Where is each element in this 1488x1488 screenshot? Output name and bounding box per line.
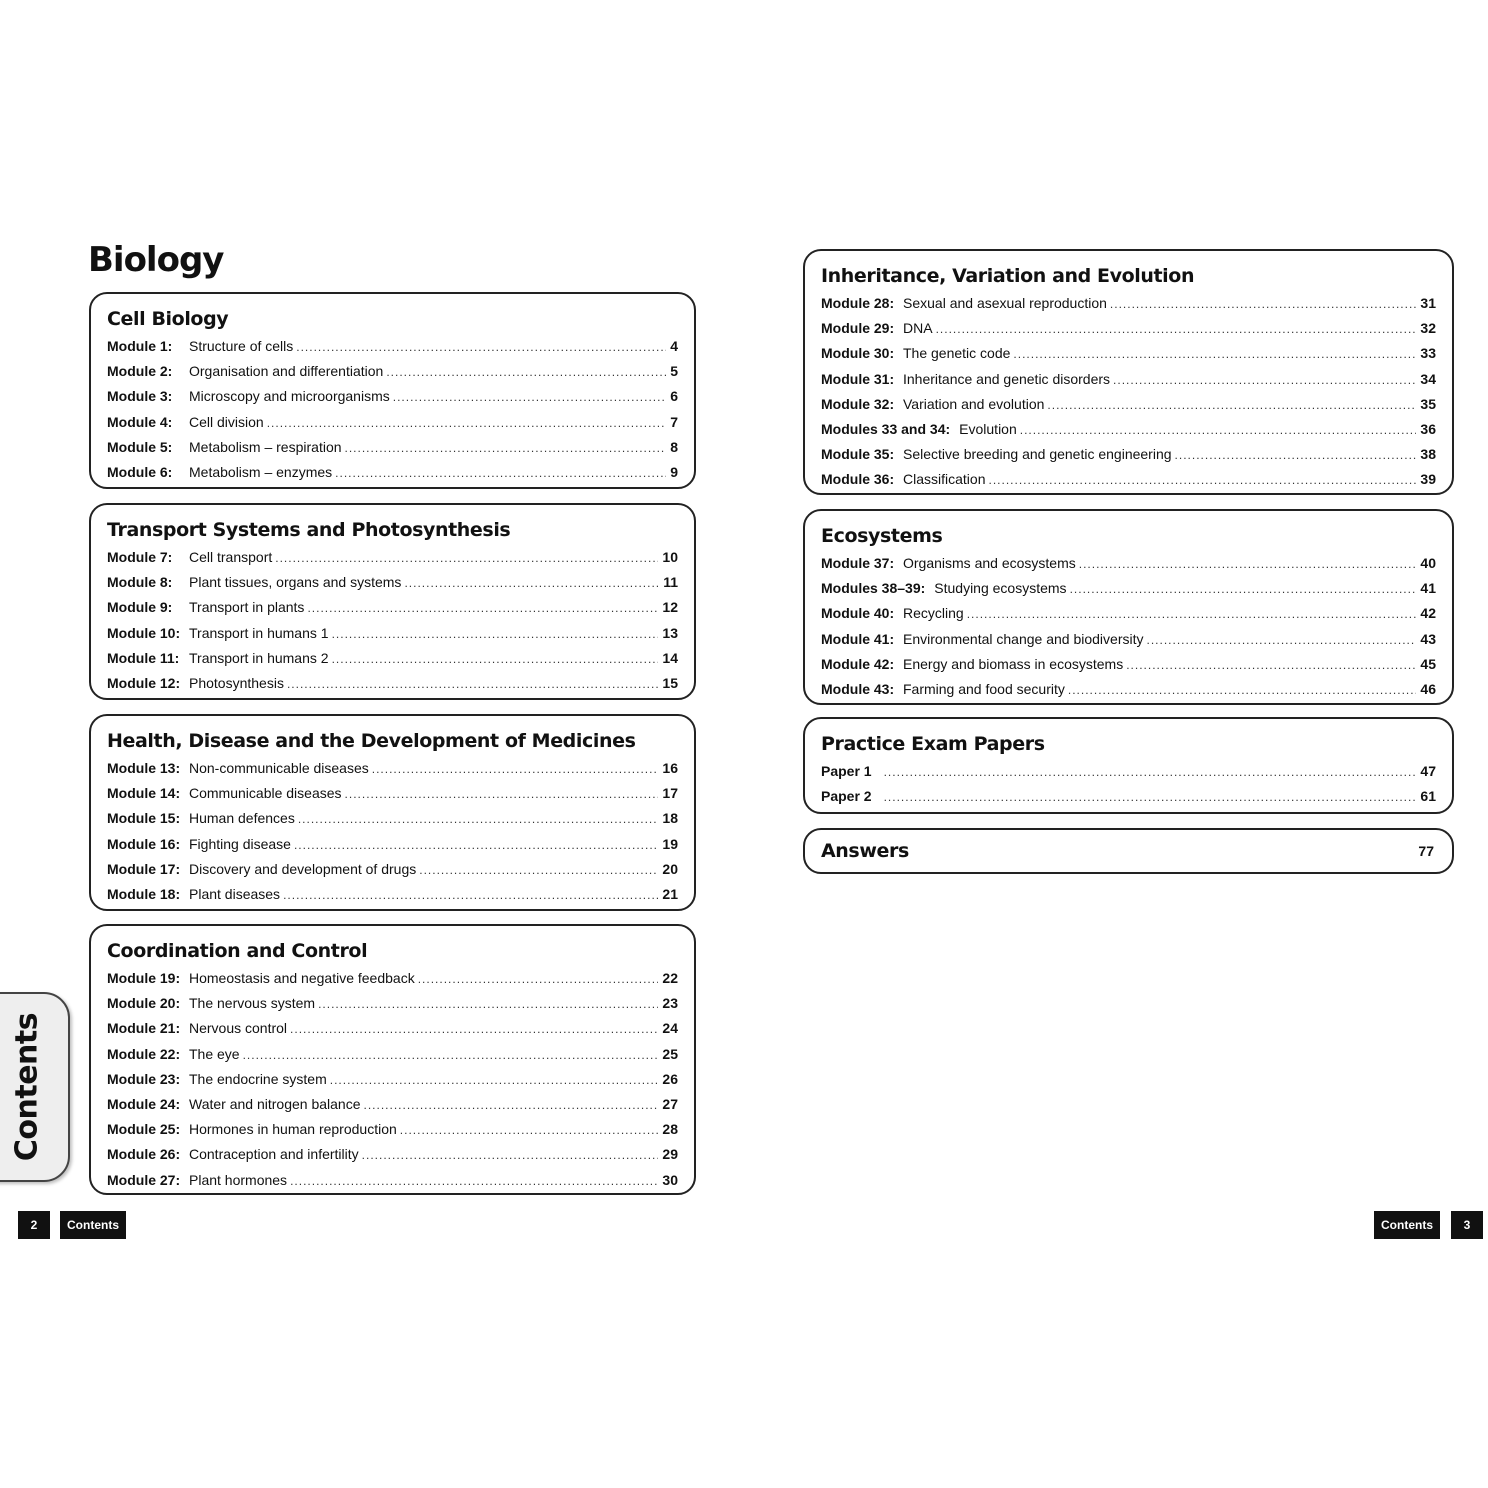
page-number: 32 (1420, 320, 1436, 337)
page-number: 25 (662, 1045, 678, 1062)
module-title: Homeostasis and negative feedback (189, 970, 415, 986)
module-label: Module 2: (107, 363, 173, 380)
page-number: 9 (670, 463, 678, 480)
module-label: Module 32: (821, 395, 895, 412)
module-title: Inheritance and genetic disorders (903, 370, 1111, 387)
section-coordination-control (89, 924, 696, 1195)
dot-leader (283, 883, 658, 908)
module-title: Structure of cells (189, 338, 294, 354)
toc-entry[interactable] (107, 384, 678, 409)
module-label: Module 22: (107, 1045, 181, 1062)
module-title: The endocrine system (189, 1070, 327, 1087)
module-label: Module 21: (107, 1020, 181, 1037)
section-title: Inheritance, Variation and Evolution (821, 265, 1195, 287)
dot-leader (1175, 443, 1417, 468)
dot-leader (290, 1017, 658, 1042)
dot-leader (318, 992, 658, 1017)
toc-entry[interactable] (821, 442, 1436, 467)
section-ecosystems (803, 509, 1454, 705)
dot-leader (330, 1068, 659, 1093)
dot-leader (296, 335, 666, 360)
page-title: Biology (88, 240, 224, 280)
page-number: 10 (662, 549, 678, 565)
page-number: 15 (662, 674, 678, 691)
module-title: Organisation and differentiation (189, 363, 384, 380)
module-title: Plant tissues, organs and systems (189, 574, 402, 591)
page-number: 47 (1420, 763, 1436, 779)
module-label: Module 5: (107, 438, 173, 455)
toc-entry[interactable] (107, 570, 678, 595)
page-number: 31 (1420, 295, 1436, 311)
toc-entry[interactable] (107, 1117, 678, 1142)
module-label: Module 18: (107, 885, 181, 902)
dot-leader (345, 782, 659, 807)
section-title: Cell Biology (107, 308, 229, 330)
page-number: 5 (670, 363, 678, 380)
module-title: Transport in humans 1 (189, 624, 329, 641)
page-number: 13 (662, 624, 678, 641)
module-label: Module 13: (107, 760, 181, 776)
toc-entry[interactable] (821, 784, 1436, 809)
toc-entry[interactable] (107, 671, 678, 696)
module-title: The genetic code (903, 345, 1011, 362)
section-transport-systems (89, 503, 696, 700)
module-label: Module 29: (821, 320, 895, 337)
dot-leader (332, 622, 659, 647)
dot-leader (290, 1169, 658, 1194)
module-title: Classification (903, 471, 986, 488)
page-number: 4 (670, 338, 678, 354)
page-number: 27 (662, 1095, 678, 1112)
page-number: 20 (662, 860, 678, 877)
section-title: Ecosystems (821, 525, 943, 547)
dot-leader (884, 760, 1417, 785)
answers-title: Answers (821, 840, 909, 862)
module-label: Module 27: (107, 1171, 181, 1188)
dot-leader (884, 785, 1417, 810)
toc-entry[interactable] (107, 806, 678, 831)
dot-leader (275, 546, 658, 571)
toc-entry[interactable] (107, 545, 678, 570)
module-title: Sexual and asexual reproduction (903, 295, 1107, 311)
module-label: Module 12: (107, 674, 181, 691)
module-label: Module 9: (107, 599, 173, 616)
page-number: 46 (1420, 680, 1436, 697)
module-title: DNA (903, 320, 933, 337)
section-cell-biology (89, 292, 696, 489)
toc-entry[interactable] (821, 627, 1436, 652)
dot-leader (243, 1043, 659, 1068)
dot-leader (419, 858, 658, 883)
page-number: 41 (1420, 580, 1436, 597)
page-number: 61 (1420, 788, 1436, 805)
toc-entry[interactable] (821, 677, 1436, 702)
toc-entry[interactable] (107, 781, 678, 806)
dot-leader (307, 596, 658, 621)
module-title: Fighting disease (189, 835, 291, 852)
module-title: Metabolism – enzymes (189, 463, 333, 480)
page-number: 29 (662, 1146, 678, 1163)
toc-entry[interactable] (821, 291, 1436, 316)
dot-leader (386, 360, 666, 385)
section-practice-exam-papers (803, 717, 1454, 814)
dot-leader (345, 436, 667, 461)
toc-entry[interactable] (821, 367, 1436, 392)
dot-leader (372, 757, 659, 782)
module-label: Module 25: (107, 1121, 181, 1138)
section-title: Transport Systems and Photosynthesis (107, 519, 511, 541)
module-title: Organisms and ecosystems (903, 555, 1076, 571)
module-label: Module 23: (107, 1070, 181, 1087)
page-number: 43 (1420, 630, 1436, 647)
contents-side-tab[interactable] (0, 992, 70, 1182)
toc-entry[interactable] (821, 341, 1436, 366)
page-number: 38 (1420, 446, 1436, 463)
side-tab-label: Contents (9, 1012, 45, 1162)
page-number: 8 (670, 438, 678, 455)
module-label: Module 7: (107, 549, 173, 565)
page-number: 17 (662, 785, 678, 802)
module-title: Water and nitrogen balance (189, 1095, 361, 1112)
module-label: Module 31: (821, 370, 895, 387)
module-title: Energy and biomass in ecosystems (903, 655, 1124, 672)
module-title: The eye (189, 1045, 240, 1062)
module-title: Metabolism – respiration (189, 438, 342, 455)
toc-entry[interactable] (821, 601, 1436, 626)
dot-leader (1110, 292, 1417, 317)
module-title: Cell division (189, 413, 264, 430)
page-number: 24 (662, 1020, 678, 1037)
module-label: Module 28: (821, 295, 895, 311)
dot-leader (1047, 393, 1416, 418)
dot-leader (936, 317, 1417, 342)
page-number: 40 (1420, 555, 1436, 571)
module-title: Environmental change and biodiversity (903, 630, 1144, 647)
toc-entry[interactable] (821, 551, 1436, 576)
module-title: Contraception and infertility (189, 1146, 359, 1163)
page-number: 35 (1420, 395, 1436, 412)
toc-entry[interactable] (107, 1092, 678, 1117)
toc-entry[interactable] (821, 576, 1436, 601)
footer-right-page-number: 3 (1451, 1211, 1483, 1239)
page-number: 42 (1420, 605, 1436, 622)
dot-leader (362, 1143, 659, 1168)
page-number: 22 (662, 970, 678, 986)
toc-entry[interactable] (107, 882, 678, 907)
module-label: Modules 33 and 34: (821, 420, 951, 437)
module-title: Farming and food security (903, 680, 1065, 697)
module-label: Module 16: (107, 835, 181, 852)
module-label: Paper 1 (821, 763, 872, 779)
page-number: 30 (662, 1171, 678, 1188)
module-label: Module 11: (107, 649, 180, 666)
page-number: 6 (670, 388, 678, 405)
toc-entry[interactable] (107, 1016, 678, 1041)
module-label: Module 19: (107, 970, 181, 986)
page-number: 39 (1420, 471, 1436, 488)
footer-right-label: Contents (1374, 1211, 1440, 1239)
toc-entry[interactable] (107, 832, 678, 857)
toc-entry[interactable] (107, 991, 678, 1016)
dot-leader (1013, 342, 1416, 367)
section-inheritance-variation (803, 249, 1454, 495)
module-label: Module 1: (107, 338, 173, 354)
module-title: Hormones in human reproduction (189, 1121, 397, 1138)
module-label: Module 20: (107, 995, 181, 1012)
toc-entry[interactable] (107, 410, 678, 435)
toc-entry[interactable] (107, 966, 678, 991)
toc-entry[interactable] (107, 1042, 678, 1067)
section-title: Practice Exam Papers (821, 733, 1045, 755)
module-label: Module 26: (107, 1146, 181, 1163)
toc-entry[interactable] (107, 460, 678, 485)
module-label: Module 15: (107, 810, 181, 827)
dot-leader (298, 807, 659, 832)
dot-leader (335, 461, 666, 486)
toc-entry[interactable] (107, 334, 678, 359)
dot-leader (332, 647, 659, 672)
toc-entry[interactable] (821, 316, 1436, 341)
page-number: 19 (662, 835, 678, 852)
page-number: 7 (670, 413, 678, 430)
module-title: Selective breeding and genetic engineering (903, 446, 1172, 463)
page-number: 11 (663, 574, 678, 591)
dot-leader (1126, 653, 1416, 678)
dot-leader (400, 1118, 659, 1143)
module-label: Module 8: (107, 574, 173, 591)
module-label: Module 41: (821, 630, 895, 647)
dot-leader (1113, 368, 1416, 393)
module-label: Module 10: (107, 624, 181, 641)
toc-entry[interactable] (107, 595, 678, 620)
module-label: Module 35: (821, 446, 895, 463)
dot-leader (363, 1093, 658, 1118)
footer-left-label: Contents (60, 1211, 126, 1239)
module-label: Module 4: (107, 413, 173, 430)
toc-entry[interactable] (821, 652, 1436, 677)
page-number: 21 (662, 885, 678, 902)
toc-entry[interactable] (821, 467, 1436, 492)
page-number: 45 (1420, 655, 1436, 672)
module-label: Module 14: (107, 785, 181, 802)
dot-leader (287, 672, 658, 697)
page-number: 16 (662, 760, 678, 776)
dot-leader (393, 385, 666, 410)
module-label: Module 30: (821, 345, 895, 362)
toc-entry[interactable] (107, 1168, 678, 1193)
module-title: Recycling (903, 605, 964, 622)
module-title: Evolution (959, 420, 1017, 437)
module-title: Variation and evolution (903, 395, 1045, 412)
toc-entry[interactable] (107, 1142, 678, 1167)
dot-leader (988, 468, 1416, 493)
section-title: Coordination and Control (107, 940, 368, 962)
dot-leader (967, 602, 1417, 627)
section-answers[interactable] (803, 828, 1454, 874)
module-label: Paper 2 (821, 788, 872, 805)
page-number: 28 (662, 1121, 678, 1138)
page-number: 23 (662, 995, 678, 1012)
toc-entry[interactable] (107, 1067, 678, 1092)
toc-entry[interactable] (107, 646, 678, 671)
module-label: Module 43: (821, 680, 895, 697)
section-title: Health, Disease and the Development of Medicines (107, 730, 636, 752)
dot-leader (267, 411, 667, 436)
dot-leader (418, 967, 659, 992)
toc-entry[interactable] (821, 759, 1436, 784)
module-label: Modules 38–39: (821, 580, 926, 597)
page-number: 12 (662, 599, 678, 616)
module-title: Photosynthesis (189, 674, 284, 691)
dot-leader (1070, 577, 1417, 602)
module-title: Plant diseases (189, 885, 281, 902)
toc-entry[interactable] (107, 359, 678, 384)
module-title: Nervous control (189, 1020, 288, 1037)
page-number: 18 (662, 810, 678, 827)
module-label: Module 17: (107, 860, 181, 877)
module-title: Non-communicable diseases (189, 760, 369, 776)
module-title: Transport in plants (189, 599, 305, 616)
toc-entry[interactable] (107, 756, 678, 781)
page-number: 36 (1420, 420, 1436, 437)
section-health-disease (89, 714, 696, 911)
module-title: Plant hormones (189, 1171, 288, 1188)
module-title: The nervous system (189, 995, 316, 1012)
page-number: 34 (1420, 370, 1436, 387)
answers-page-number: 77 (1418, 843, 1434, 859)
dot-leader (404, 571, 659, 596)
dot-leader (1146, 628, 1416, 653)
module-label: Module 42: (821, 655, 895, 672)
module-title: Communicable diseases (189, 785, 342, 802)
module-title: Discovery and development of drugs (189, 860, 417, 877)
page-number: 26 (662, 1070, 678, 1087)
module-title: Studying ecosystems (934, 580, 1067, 597)
module-label: Module 37: (821, 555, 895, 571)
module-label: Module 36: (821, 471, 895, 488)
toc-entry[interactable] (107, 435, 678, 460)
toc-entry[interactable] (821, 392, 1436, 417)
module-label: Module 40: (821, 605, 895, 622)
module-title: Microscopy and microorganisms (189, 388, 390, 405)
dot-leader (1020, 418, 1417, 443)
module-label: Module 3: (107, 388, 173, 405)
toc-entry[interactable] (107, 857, 678, 882)
dot-leader (294, 833, 658, 858)
module-title: Cell transport (189, 549, 273, 565)
dot-leader (1079, 552, 1417, 577)
toc-entry[interactable] (107, 621, 678, 646)
page-number: 33 (1420, 345, 1436, 362)
module-label: Module 24: (107, 1095, 181, 1112)
footer-left-page-number: 2 (18, 1211, 50, 1239)
dot-leader (1068, 678, 1417, 703)
module-title: Human defences (189, 810, 295, 827)
module-title: Transport in humans 2 (189, 649, 329, 666)
toc-entry[interactable] (821, 417, 1436, 442)
module-label: Module 6: (107, 463, 173, 480)
page-number: 14 (662, 649, 678, 666)
